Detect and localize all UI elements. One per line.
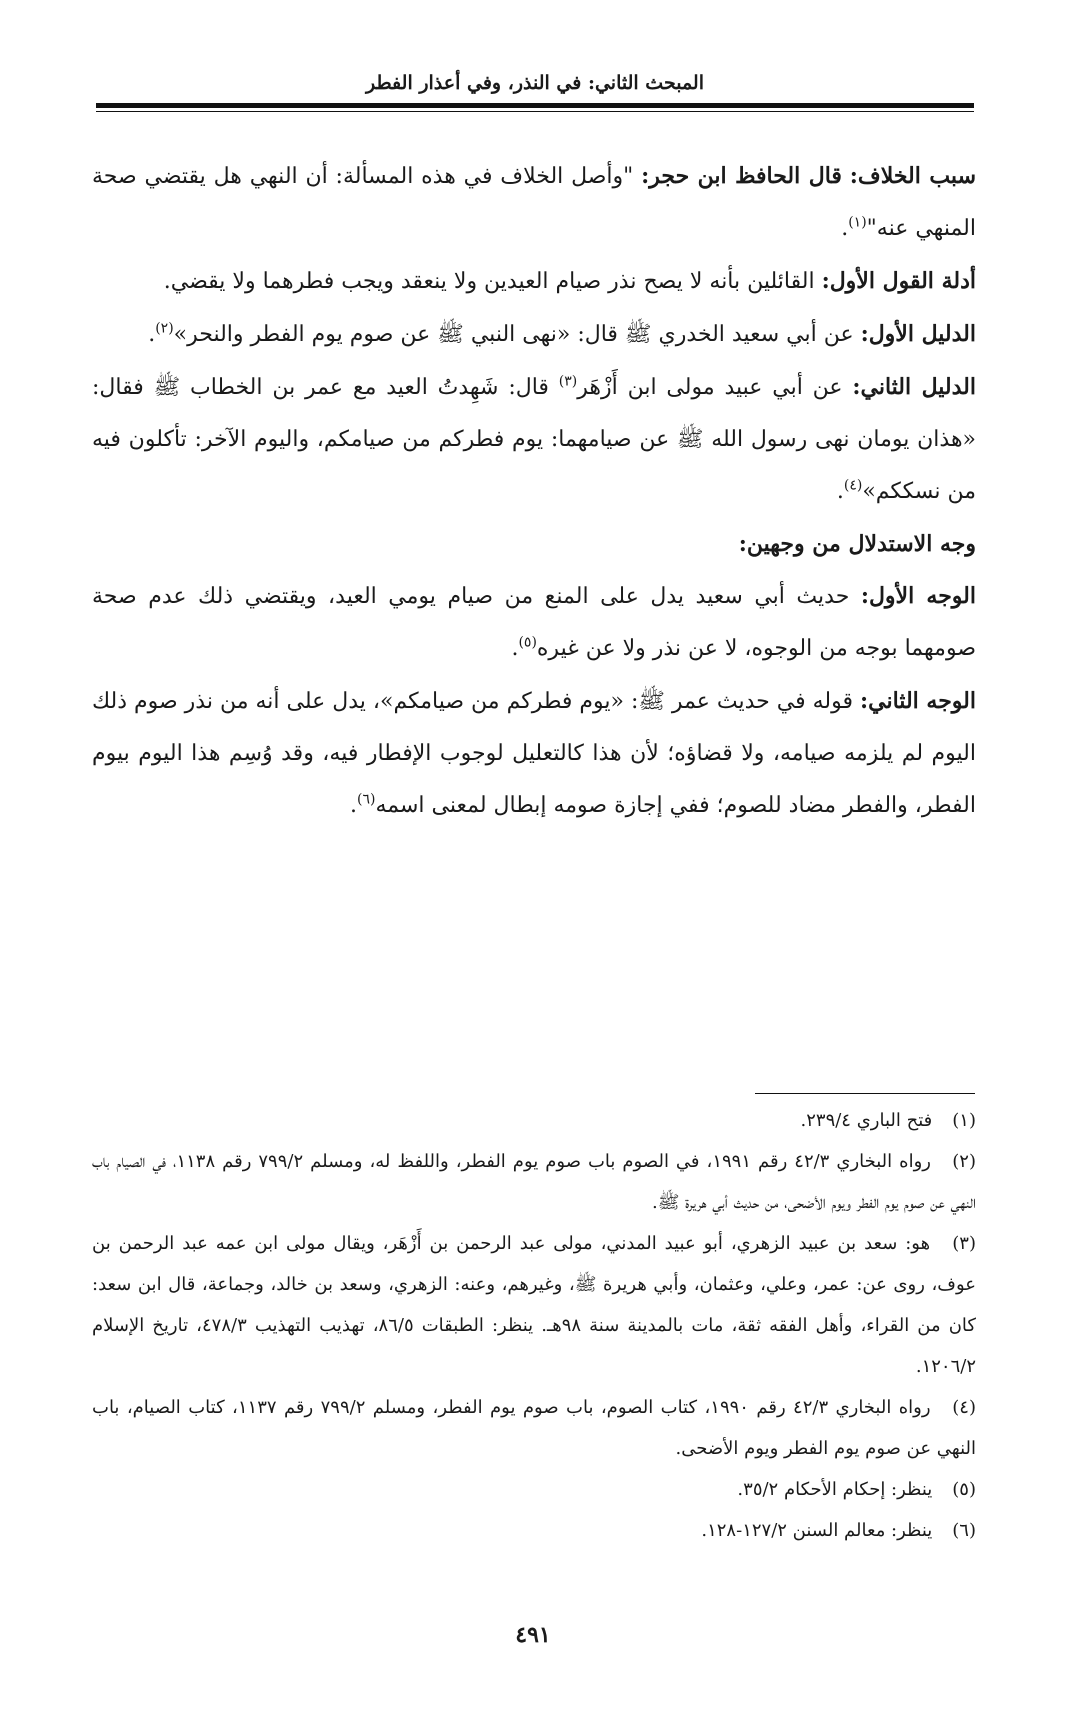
footnote-number: (٥) [952, 1479, 976, 1500]
paragraph-first-opinion-evidence [92, 255, 976, 308]
footnote-number: (٦) [952, 1520, 976, 1541]
footnote-ref: (٢) [155, 320, 174, 337]
footnote-item [92, 1387, 976, 1469]
footnote-text: رواه البخاري ٤٢/٣ رقم ١٩٩١، في الصوم باب صوم يوم الفطر، واللفظ له، ومسلم ٧٩٩/٢ رقم ١١٣٨، في الصيام باب النهي عن صوم يوم الفطر ويوم الأضحى، من حديث أبي هريرة ﷺ. [92, 1151, 976, 1213]
main-text [92, 150, 976, 832]
footnotes [92, 1100, 976, 1551]
footnote-item [92, 1510, 976, 1551]
paragraph-text: "وأصل الخلاف في هذه المسألة: أن النهي هل يقتضي صحة المنهي عنه" [92, 164, 976, 241]
header-rule-thin [96, 111, 974, 112]
sentence-end: . [836, 479, 844, 504]
sentence-end: . [148, 322, 156, 347]
quote-intro: قال الحافظ ابن حجر: [641, 163, 842, 189]
footnote-text: ينظر: إحكام الأحكام ٣٥/٢. [737, 1479, 933, 1500]
footnote-ref: (٤) [843, 477, 863, 494]
footnote-separator [755, 1093, 975, 1094]
paragraph-text: القائلين بأنه لا يصح نذر صيام العيدين ولا ينعقد ويجب فطرهما ولا يقضي. [163, 269, 815, 294]
footnote-text: هو: سعد بن عبيد الزهري، أبو عبيد المدني، مولى عبد الرحمن بن أَزْهَر، ويقال مولى ابن عمه عبد الرحمن بن عوف، روى عن: عمر، وعلي، وعثمان، وأبي هريرة ﷺ، وغيرهم، وعنه: الزهري، وسعد بن خالد، وجماعة، قال ابن سعد: كان من القراء، وأهل الفقه ثقة، مات بالمدينة سنة ٩٨هـ. ينظر: الطبقات ٨٦/٥، تهذيب التهذيب ٤٧٨/٣، تاريخ الإسلام ١٢٠٦/٢. [92, 1233, 976, 1377]
footnote-ref: (٦) [356, 791, 376, 808]
footnote-number: (٢) [952, 1151, 976, 1172]
paragraph-label: الدليل الثاني: [852, 374, 976, 400]
paragraph-second-aspect [92, 675, 976, 832]
footnote-ref: (٣) [558, 373, 578, 390]
paragraph-text: قال: شَهِدتُ العيد مع عمر بن الخطاب ﷺ فقال: «هذان يومان نهى رسول الله ﷺ عن صيامهما: يوم فطركم من صيامكم، واليوم الآخر: تأكلون فيه من نسككم» [92, 375, 976, 504]
paragraph-text: عن أبي عبيد مولى ابن أَزْهَر [577, 375, 843, 400]
paragraph-second-proof [92, 361, 976, 518]
footnote-ref: (١) [848, 214, 867, 231]
paragraph-text: عن أبي سعيد الخدري ﷺ قال: «نهى النبي ﷺ عن صوم يوم الفطر والنحر» [173, 322, 854, 347]
footnote-number: (١) [952, 1110, 976, 1131]
paragraph-text: قوله في حديث عمر ﷺ: «يوم فطركم من صيامكم»، يدل على أنه من نذر صوم ذلك اليوم لم يلزمه صيامه، ولا قضاؤه؛ لأن هذا كالتعليل لوجوب الإفطار فيه، وقد وُسِم هذا اليوم بيوم الفطر، والفطر مضاد للصوم؛ ففي إجازة صومه إبطال لمعنى اسمه [91, 689, 976, 818]
sentence-end: . [841, 216, 849, 241]
sentence-end: . [349, 793, 357, 818]
footnote-item [92, 1469, 976, 1510]
paragraph-label: الوجه الثاني: [860, 688, 976, 714]
footnote-ref: (٥) [518, 634, 537, 651]
paragraph-text: حديث أبي سعيد يدل على المنع من صيام يومي العيد، ويقتضي ذلك عدم صحة صومهما بوجه من الوجوه، لا عن نذر ولا عن غيره [92, 584, 976, 661]
paragraph-first-proof [92, 308, 976, 361]
paragraph-label: أدلة القول الأول: [821, 268, 976, 294]
footnote-item [92, 1100, 976, 1141]
paragraph-label: سبب الخلاف: [849, 163, 976, 189]
footnote-number: (٣) [952, 1233, 976, 1254]
sentence-end: . [511, 636, 519, 661]
footnote-item [92, 1223, 976, 1387]
footnote-item [92, 1141, 976, 1223]
header-rule-thick [96, 103, 974, 108]
footnote-text: فتح الباري ٢٣٩/٤. [800, 1110, 933, 1131]
paragraph-first-aspect [92, 570, 976, 675]
footnote-text: ينظر: معالم السنن ١٢٧/٢-١٢٨. [701, 1520, 933, 1541]
footnote-number: (٤) [952, 1397, 976, 1418]
section-heading: وجه الاستدلال من وجهين: [738, 531, 976, 557]
paragraph-label: الدليل الأول: [860, 321, 976, 347]
paragraph-reason-of-dispute [92, 150, 976, 255]
page-number: ٤٩١ [515, 1622, 551, 1648]
running-title: المبحث الثاني: في النذر، وفي أعذار الفطر [365, 72, 704, 94]
footnote-text: رواه البخاري ٤٢/٣ رقم ١٩٩٠، كتاب الصوم، باب صوم يوم الفطر، ومسلم ٧٩٩/٢ رقم ١١٣٧، كتاب الصيام، باب النهي عن صوم يوم الفطر ويوم الأضحى. [92, 1397, 976, 1459]
paragraph-label: الوجه الأول: [860, 583, 976, 609]
